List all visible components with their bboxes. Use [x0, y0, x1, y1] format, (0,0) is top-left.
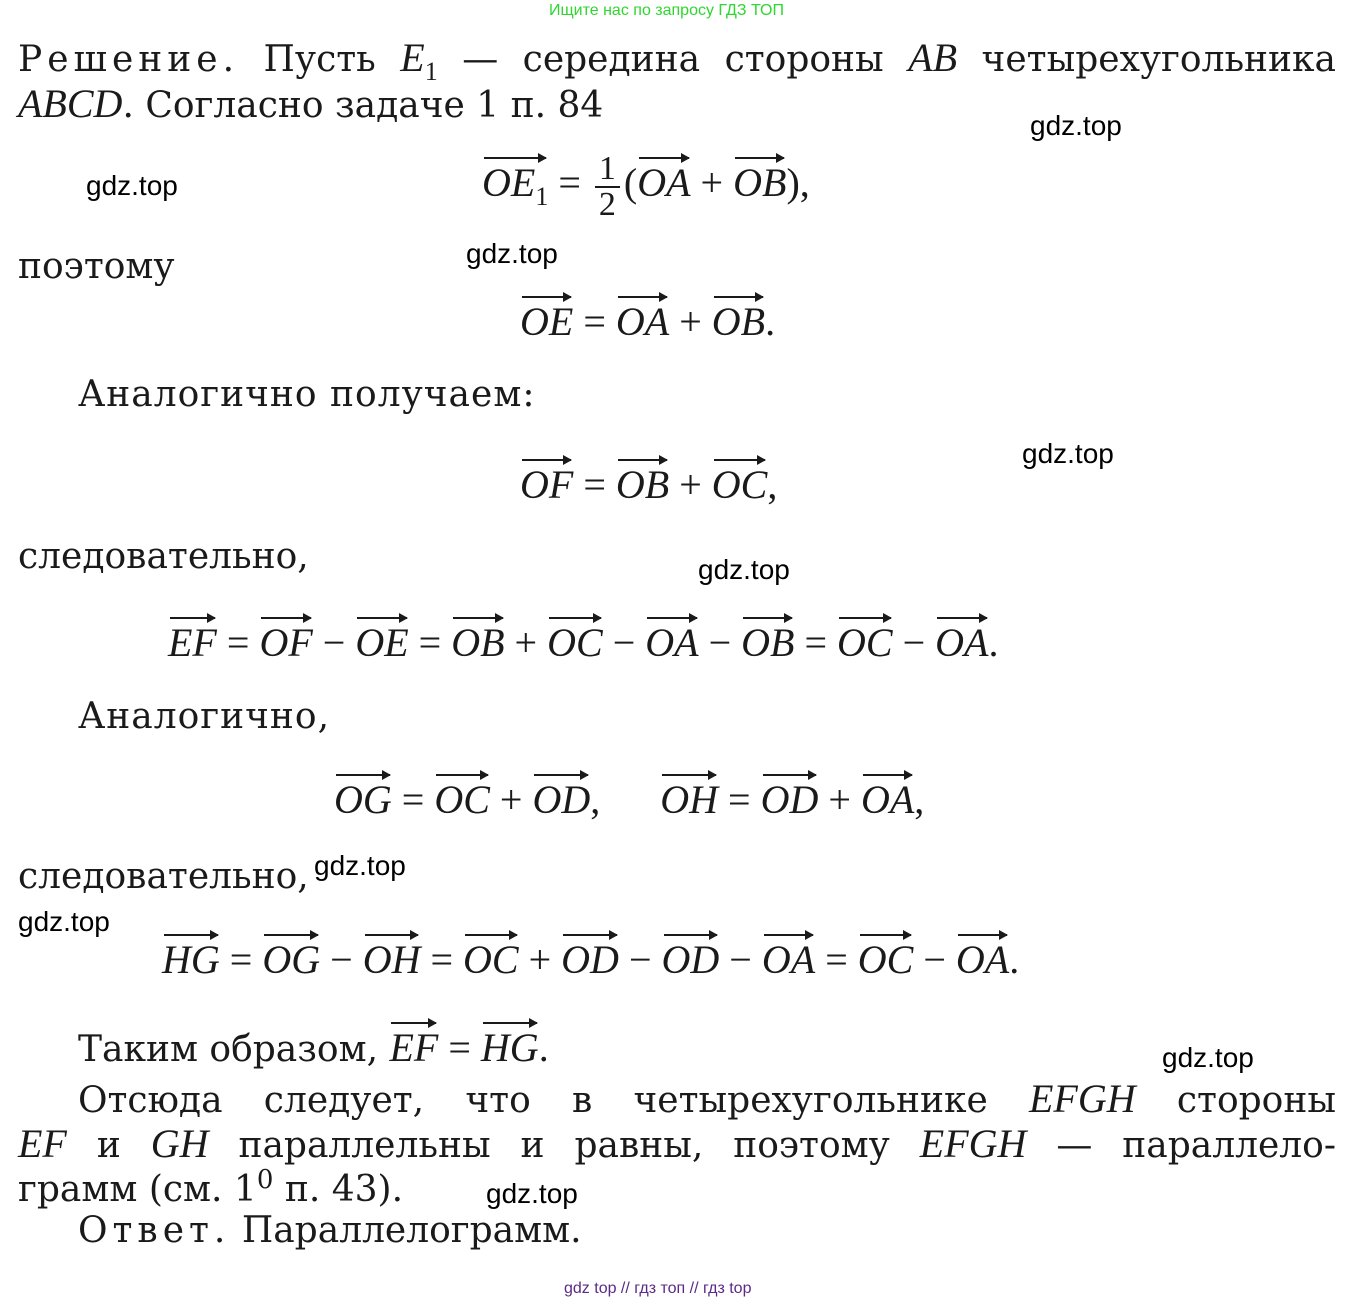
footer-links[interactable]: gdz top // гдз топ // гдз top [564, 1280, 752, 1297]
para-word: Отсюда [78, 1080, 223, 1121]
eq3-plus: + [679, 462, 702, 507]
para-word: следует, [263, 1080, 425, 1121]
eq1-plus: + [700, 160, 724, 206]
eq3-equals: = [583, 462, 606, 507]
conclusion-line [78, 1018, 549, 1071]
intro-text-3: четырехугольника [981, 39, 1337, 80]
vector-oa: OA [935, 613, 988, 666]
para-line-1 [78, 1075, 1336, 1122]
vector-ob: OB [733, 153, 786, 206]
watermark: gdz.top [1022, 438, 1114, 469]
eq6-op: − [729, 937, 752, 982]
vector-oa: OA [956, 930, 1009, 983]
answer-line [78, 1210, 582, 1251]
eq1-open-paren: ( [623, 160, 638, 206]
eq6-op: − [628, 937, 652, 982]
intro-text-1: Пусть [263, 39, 376, 80]
eq2-equals: = [583, 299, 606, 344]
para-gh: GH [150, 1121, 209, 1166]
para-text: грамм (см. 1 [18, 1169, 257, 1210]
fraction-half: $\frac{1}{2}$ [595, 152, 620, 222]
text-poetomu: поэтому [18, 246, 175, 287]
text-sled-2: следовательно, [18, 856, 309, 897]
vector-ob: OB [741, 613, 794, 666]
eq5-comma: , [914, 777, 925, 822]
vector-oh: OH [660, 770, 718, 823]
text-analog-2: Аналогично, [78, 696, 331, 737]
equation-3 [520, 455, 777, 508]
eq6-op: = [825, 937, 848, 982]
equation-2 [520, 292, 775, 345]
vector-ob: OB [451, 613, 504, 666]
vector-of: OF [520, 455, 573, 508]
para-word: четырехугольнике [633, 1080, 988, 1121]
eq5-op: = [401, 777, 425, 822]
intro-ab: AB [908, 35, 958, 80]
answer-text: Параллелограмм. [241, 1210, 582, 1251]
text-analog-1: Аналогично получаем: [78, 374, 536, 415]
intro-e1: $E_1$ [400, 35, 438, 86]
equation-1 [482, 152, 810, 222]
eq5-comma: , [590, 777, 601, 822]
vector-oh: OH [363, 930, 421, 983]
vector-ef: EF [389, 1018, 438, 1071]
top-banner[interactable]: Ищите нас по запросу ГДЗ ТОП [549, 2, 784, 19]
para-ef: EF [18, 1121, 67, 1166]
vector-od: OD [761, 770, 819, 823]
eq5-op: = [728, 777, 751, 822]
vector-og: OG [334, 770, 392, 823]
vector-oc: OC [463, 930, 519, 983]
vector-oe: OE [355, 613, 408, 666]
eq4-op: − [902, 620, 926, 665]
eq4-op: − [322, 620, 346, 665]
equation-6 [162, 930, 1019, 983]
vector-oc: OC [547, 613, 603, 666]
vector-ob: OB [712, 292, 765, 345]
conclusion-text: Таким образом, [78, 1029, 379, 1070]
eq4-op: + [514, 620, 538, 665]
intro-line-2 [18, 80, 603, 127]
eq4-op: − [612, 620, 636, 665]
vector-oe: OE [520, 292, 573, 345]
eq6-op: − [923, 937, 946, 982]
eq6-op: − [330, 937, 353, 982]
para-word: стороны [1176, 1080, 1336, 1121]
solution-label: Решение. [18, 39, 240, 80]
vector-oa: OA [637, 153, 690, 206]
vector-ob: OB [616, 455, 669, 508]
eq4-op: − [708, 620, 732, 665]
watermark: gdz.top [466, 238, 558, 269]
eq6-op: + [528, 937, 552, 982]
watermark: gdz.top [1030, 110, 1122, 141]
eq6-op: = [229, 937, 253, 982]
text-sled-1: следовательно, [18, 536, 309, 577]
para-text: параллельны и равны, поэтому [238, 1125, 890, 1166]
watermark: gdz.top [1162, 1042, 1254, 1073]
vector-oc: OC [837, 613, 893, 666]
vector-of: OF [259, 613, 312, 666]
vector-hg: HG [481, 1018, 539, 1071]
eq1-close: ), [786, 160, 810, 206]
watermark: gdz.top [486, 1178, 578, 1209]
intro-abcd: ABCD [18, 81, 123, 126]
intro-text-4: . Согласно задаче 1 п. 84 [122, 85, 604, 126]
vector-od: OD [532, 770, 590, 823]
eq5-op: + [828, 777, 851, 822]
equation-4 [168, 613, 999, 666]
eq6-op: = [430, 937, 454, 982]
vector-oa: OA [645, 613, 698, 666]
conclusion-equals: = [448, 1025, 471, 1070]
eq2-plus: + [679, 299, 702, 344]
para-word: что [465, 1080, 531, 1121]
eq2-end: . [765, 299, 776, 344]
vector-oc: OC [434, 770, 490, 823]
watermark: gdz.top [86, 170, 178, 201]
para-efgh: EFGH [1029, 1076, 1136, 1121]
eq4-op: = [226, 620, 250, 665]
eq3-end: , [767, 462, 778, 507]
vector-og: OG [262, 930, 320, 983]
eq4-end: . [988, 620, 999, 665]
vector-od: OD [561, 930, 619, 983]
vector-ef: EF [168, 613, 217, 666]
eq6-end: . [1009, 937, 1020, 982]
watermark: gdz.top [698, 554, 790, 585]
answer-label: Ответ. [78, 1210, 231, 1251]
para-and: и [96, 1125, 121, 1166]
para-word: в [571, 1080, 593, 1121]
vector-oe1: $OE_1$ [482, 153, 548, 212]
vector-oc: OC [712, 455, 768, 508]
eq4-op: = [418, 620, 442, 665]
vector-hg: HG [162, 930, 220, 983]
para-text: — параллело- [1056, 1125, 1337, 1166]
vector-oc: OC [858, 930, 914, 983]
para-line-3 [18, 1165, 403, 1210]
para-efgh: EFGH [919, 1121, 1027, 1166]
intro-text-2: — середина стороны [462, 39, 884, 80]
para-superscript: 0 [256, 1165, 274, 1195]
vector-oa: OA [616, 292, 669, 345]
eq1-equals: = [558, 160, 581, 206]
para-text: п. 43). [284, 1169, 404, 1210]
eq4-op: = [804, 620, 828, 665]
equation-5 [334, 770, 924, 823]
vector-oa: OA [861, 770, 914, 823]
watermark: gdz.top [18, 906, 110, 937]
vector-oa: OA [762, 930, 815, 983]
eq5-op: + [499, 777, 523, 822]
watermark: gdz.top [314, 850, 406, 881]
vector-od: OD [662, 930, 720, 983]
para-line-2 [18, 1120, 1336, 1167]
conclusion-end: . [538, 1025, 549, 1070]
